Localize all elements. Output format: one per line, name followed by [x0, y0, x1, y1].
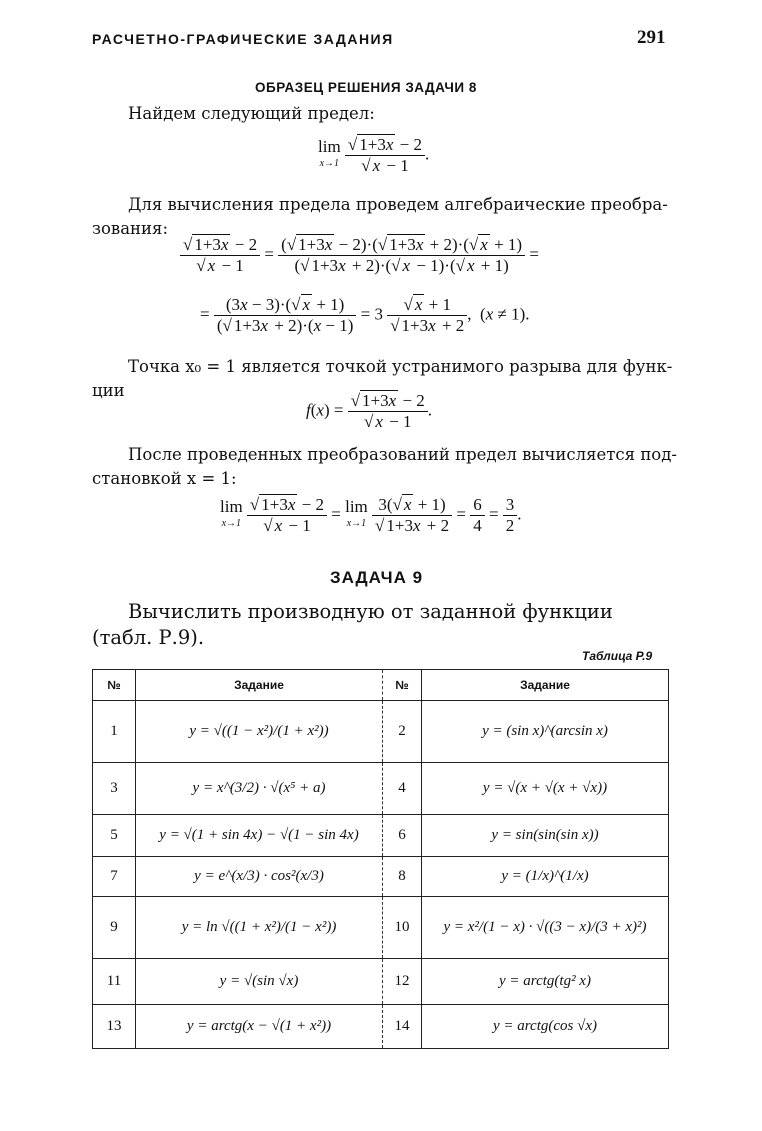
row-number: 6: [383, 815, 422, 857]
row-number: 4: [383, 763, 422, 815]
table-row: [93, 701, 669, 763]
task-formula: y = arctg(cos √x): [422, 1005, 669, 1049]
task-formula: y = sin(sin(sin x)): [422, 815, 669, 857]
task-formula: y = (1/x)^(1/x): [422, 857, 669, 897]
header-number: №: [383, 670, 422, 701]
paragraph-transform: Для вычисления предела проведем алгебраические преобра-: [128, 195, 668, 214]
table-row: [93, 897, 669, 959]
page-number: 291: [637, 27, 666, 48]
task-formula: y = arctg(x − √(1 + x²)): [136, 1005, 383, 1049]
tasks-table: [92, 669, 669, 1049]
task-formula: y = (sin x)^(arcsin x): [422, 701, 669, 763]
row-number: 8: [383, 857, 422, 897]
task-formula: y = e^(x/3) · cos²(x/3): [136, 857, 383, 897]
function-formula: f(x) = $\frac{√ 1+3x - 2}{√ x - 1}$ .: [306, 391, 433, 431]
task-text-cont: (табл. Р.9).: [92, 626, 205, 649]
table-header-row: [93, 670, 669, 701]
sample-title: ОБРАЗЕЦ РЕШЕНИЯ ЗАДАЧИ 8: [255, 80, 477, 95]
running-header: РАСЧЕТНО-ГРАФИЧЕСКИЕ ЗАДАНИЯ: [92, 31, 394, 47]
transform-line-1: $\frac{√ 1+3x - 2}{√ x - 1}$ = $\frac{(√ 1+3x - 2)\cdot(√ 1+3x + 2)\cdot(√ x + 1)}{(√ 1+3x + 2)\cdot(√ x - 1)\cdot(√ x + 1)}$ =: [180, 235, 539, 276]
row-number: 5: [93, 815, 136, 857]
row-number: 13: [93, 1005, 136, 1049]
limit-formula: lim x→1 $\frac{√ 1+3x - 2}{√ x - 1}$ .: [318, 135, 430, 175]
table-row: [93, 857, 669, 897]
limit-result-formula: lim x→1 $\frac{√ 1+3x - 2}{√ x - 1}$ = lim x→1 $\frac{3(√ x + 1)}{√ 1+3x + 2}$ = $\frac{6}{4}$ = $\frac{3}{2}$ .: [220, 495, 522, 535]
intro-text: Найдем следующий предел:: [128, 104, 375, 123]
task-formula: y = x^(3/2) · √(x⁵ + a): [136, 763, 383, 815]
table-row: [93, 1005, 669, 1049]
row-number: 3: [93, 763, 136, 815]
transform-line-2: = $\frac{(3x - 3)\cdot(√ x + 1)}{(√ 1+3x + 2)\cdot(x - 1)}$ = 3 $\frac{√ x + 1}{√ 1+3x + 2}$ , (x ≠ 1).: [200, 295, 530, 335]
task-formula: y = ln √((1 + x²)/(1 − x²)): [136, 897, 383, 959]
row-number: 7: [93, 857, 136, 897]
task-formula: y = √(x + √(x + √x)): [422, 763, 669, 815]
row-number: 1: [93, 701, 136, 763]
paragraph-substitution: После проведенных преобразований предел вычисляется под-: [128, 445, 677, 464]
task-formula: y = x²/(1 − x) · √((3 − x)/(3 + x)²): [422, 897, 669, 959]
row-number: 14: [383, 1005, 422, 1049]
row-number: 10: [383, 897, 422, 959]
row-number: 9: [93, 897, 136, 959]
task-formula: y = √(1 + sin 4x) − √(1 − sin 4x): [136, 815, 383, 857]
task-text: Вычислить производную от заданной функции: [128, 600, 613, 623]
row-number: 2: [383, 701, 422, 763]
paragraph-substitution-cont: становкой x = 1:: [92, 469, 237, 488]
task-formula: y = √(sin √x): [136, 959, 383, 1005]
row-number: 11: [93, 959, 136, 1005]
header-number: №: [93, 670, 136, 701]
paragraph-discontinuity: Точка x₀ = 1 является точкой устранимого разрыва для функ-: [128, 357, 673, 376]
row-number: 12: [383, 959, 422, 1005]
table-row: [93, 959, 669, 1005]
table-caption: Таблица Р.9: [582, 649, 653, 663]
task-formula: y = √((1 − x²)/(1 + x²)): [136, 701, 383, 763]
task-title: ЗАДАЧА 9: [330, 568, 424, 587]
table-row: [93, 815, 669, 857]
table-row: [93, 763, 669, 815]
header-task: Задание: [422, 670, 669, 701]
task-formula: y = arctg(tg² x): [422, 959, 669, 1005]
paragraph-transform-cont: зования:: [92, 219, 169, 238]
header-task: Задание: [136, 670, 383, 701]
paragraph-discontinuity-cont: ции: [92, 381, 125, 400]
